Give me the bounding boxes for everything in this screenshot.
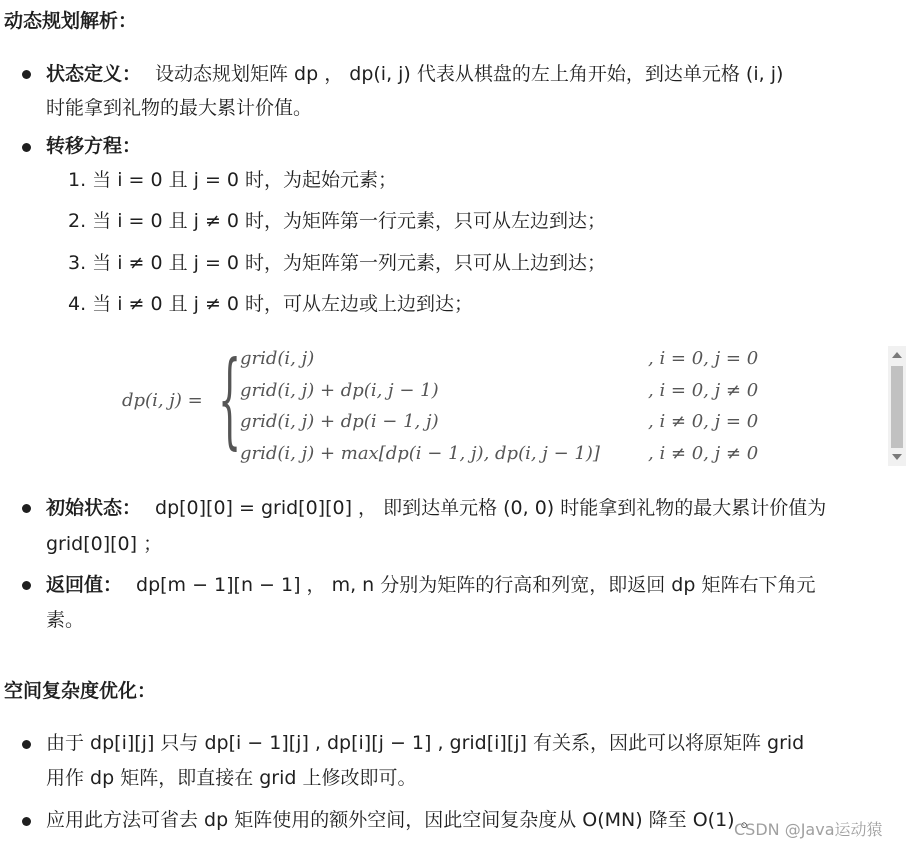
- transition-case-2: 2. 当 i = 0 且 j ≠ 0 时，为矩阵第一行元素，只可从左边到达；: [68, 210, 607, 232]
- formula-case-cond-4: , i ≠ 0, j ≠ 0: [648, 443, 759, 464]
- section-heading-dp-analysis: 动态规划解析：: [4, 10, 138, 32]
- initial-state-line2: grid[0][0] ；: [46, 533, 163, 555]
- scroll-thumb[interactable]: [891, 366, 903, 448]
- transition-equation-label: 转移方程：: [46, 135, 142, 157]
- scroll-down-arrow-icon[interactable]: [892, 454, 902, 460]
- formula-scrollbar[interactable]: [888, 346, 906, 466]
- formula-case-expr-3: grid(i, j) + dp(i − 1, j): [240, 411, 439, 432]
- bullet: [22, 504, 31, 513]
- formula-case-cond-3: , i ≠ 0, j = 0: [648, 411, 759, 432]
- space-opt-item1-line2: 用作 dp 矩阵，即直接在 grid 上修改即可。: [46, 767, 417, 789]
- formula-case-expr-2: grid(i, j) + dp(i, j − 1): [240, 380, 439, 401]
- space-opt-item1-line1: 由于 dp[i][j] 只与 dp[i − 1][j] , dp[i][j − 1] , grid[i][j] 有关系，因此可以将原矩阵 grid: [46, 732, 805, 754]
- state-definition-line1: [46, 60, 783, 88]
- bullet: [22, 70, 31, 79]
- display-formula: [0, 340, 908, 468]
- bullet: [22, 817, 31, 826]
- initial-state-label: 初始状态：: [46, 497, 142, 519]
- bullet: [22, 581, 31, 590]
- formula-case-expr-1: grid(i, j): [240, 348, 315, 369]
- bullet: [22, 740, 31, 749]
- state-definition-line2: 时能拿到礼物的最大累计价值。: [46, 97, 313, 119]
- state-definition-label: 状态定义：: [46, 63, 142, 85]
- space-opt-item2-line1: 应用此方法可省去 dp 矩阵使用的额外空间，因此空间复杂度从 O(MN) 降至 O(1) 。: [46, 809, 760, 831]
- formula-case-cond-2: , i = 0, j ≠ 0: [648, 380, 759, 401]
- scroll-up-arrow-icon[interactable]: [892, 352, 902, 358]
- section-heading-space-optimization: 空间复杂度优化：: [4, 680, 157, 702]
- return-value-text: dp[m − 1][n − 1] ， m, n 分别为矩阵的行高和列宽，即返回 dp 矩阵右下角元: [136, 574, 816, 596]
- initial-state-text: dp[0][0] = grid[0][0] ， 即到达单元格 (0, 0) 时能拿到礼物的最大累计价值为: [155, 497, 827, 519]
- return-value-label: 返回值：: [46, 574, 123, 596]
- formula-lhs: dp(i, j) =: [122, 390, 203, 411]
- bullet: [22, 143, 31, 152]
- state-definition-text: 设动态规划矩阵 dp ， dp(i, j) 代表从棋盘的左上角开始，到达单元格 (i, j): [155, 63, 784, 85]
- formula-case-cond-1: , i = 0, j = 0: [648, 348, 759, 369]
- return-value-line1: [46, 571, 815, 599]
- transition-case-1: 1. 当 i = 0 且 j = 0 时，为起始元素；: [68, 169, 398, 191]
- transition-case-4: 4. 当 i ≠ 0 且 j ≠ 0 时，可从左边或上边到达；: [68, 293, 474, 315]
- transition-case-3: 3. 当 i ≠ 0 且 j = 0 时，为矩阵第一列元素，只可从上边到达；: [68, 252, 607, 274]
- formula-case-expr-4: grid(i, j) + max[dp(i − 1, j), dp(i, j − 1)]: [240, 443, 600, 464]
- initial-state-line1: [46, 494, 826, 522]
- formula-brace: {: [218, 338, 242, 460]
- watermark: CSDN @Java运动猿: [734, 820, 883, 839]
- return-value-line2: 素。: [46, 609, 85, 631]
